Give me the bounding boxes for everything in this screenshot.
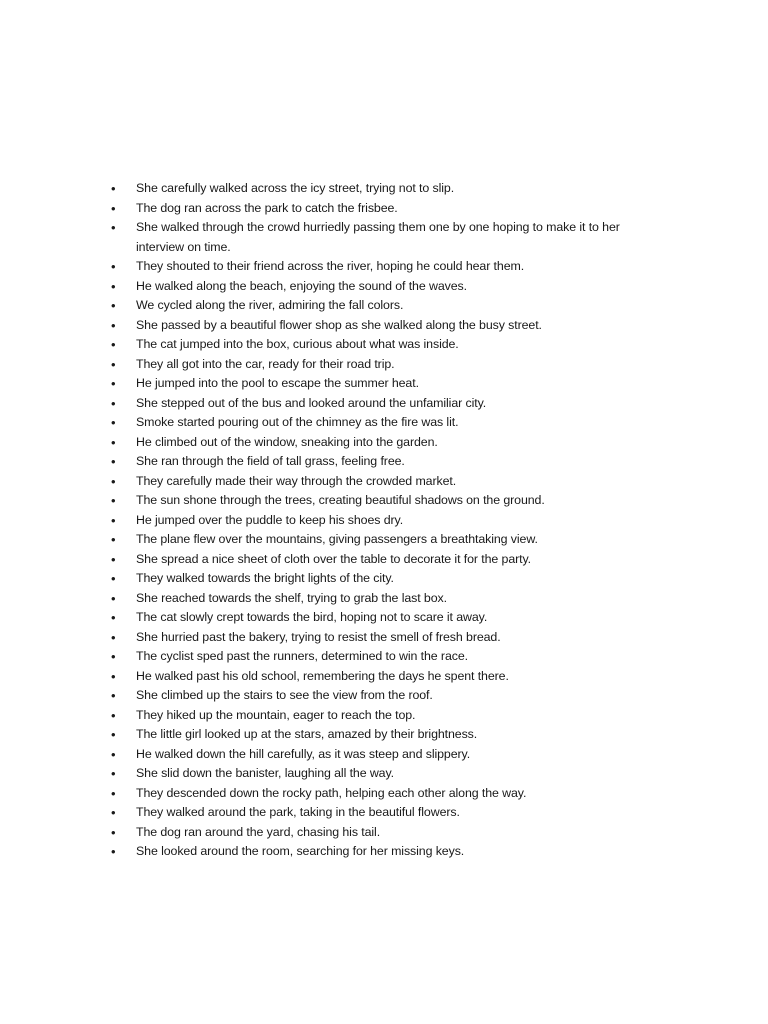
list-item: • She hurried past the bakery, trying to resist the smell of fresh bread. [110,628,670,648]
list-item: • They hiked up the mountain, eager to reach the top. [110,706,670,726]
list-item: • She slid down the banister, laughing all the way. [110,764,670,784]
list-item: • He climbed out of the window, sneaking into the garden. [110,433,670,453]
list-item: • She passed by a beautiful flower shop as she walked along the busy street. [110,316,670,336]
list-item: • She reached towards the shelf, trying to grab the last box. [110,589,670,609]
list-item: • Smoke started pouring out of the chimney as the fire was lit. [110,413,670,433]
list-item: • He jumped over the puddle to keep his shoes dry. [110,511,670,531]
list-item: • He walked down the hill carefully, as it was steep and slippery. [110,745,670,765]
list-item: • They descended down the rocky path, helping each other along the way. [110,784,670,804]
list-item: • The sun shone through the trees, creating beautiful shadows on the ground. [110,491,670,511]
list-item: • She walked through the crowd hurriedly passing them one by one hoping to make it to her interview on time. [110,218,670,257]
list-item: • She looked around the room, searching for her missing keys. [110,842,670,862]
list-item: • They walked towards the bright lights of the city. [110,569,670,589]
list-item: • She climbed up the stairs to see the view from the roof. [110,686,670,706]
list-item: • The cat jumped into the box, curious about what was inside. [110,335,670,355]
list-item: • The dog ran across the park to catch the frisbee. [110,199,670,219]
list-item: • She spread a nice sheet of cloth over the table to decorate it for the party. [110,550,670,570]
list-item: • The little girl looked up at the stars, amazed by their brightness. [110,725,670,745]
list-item: • The cat slowly crept towards the bird, hoping not to scare it away. [110,608,670,628]
list-item: • The dog ran around the yard, chasing his tail. [110,823,670,843]
list-item: • She ran through the field of tall grass, feeling free. [110,452,670,472]
list-item: • We cycled along the river, admiring the fall colors. [110,296,670,316]
list-item: • They walked around the park, taking in the beautiful flowers. [110,803,670,823]
list-item: • The cyclist sped past the runners, determined to win the race. [110,647,670,667]
list-item: • They shouted to their friend across the river, hoping he could hear them. [110,257,670,277]
list-item: • He jumped into the pool to escape the summer heat. [110,374,670,394]
sentence-list [110,179,670,862]
list-item: • He walked along the beach, enjoying the sound of the waves. [110,277,670,297]
list-item: • They all got into the car, ready for their road trip. [110,355,670,375]
list-item: • She carefully walked across the icy street, trying not to slip. [110,179,670,199]
list-item: • He walked past his old school, remembering the days he spent there. [110,667,670,687]
list-item: • She stepped out of the bus and looked around the unfamiliar city. [110,394,670,414]
list-item: • The plane flew over the mountains, giving passengers a breathtaking view. [110,530,670,550]
list-item: • They carefully made their way through the crowded market. [110,472,670,492]
